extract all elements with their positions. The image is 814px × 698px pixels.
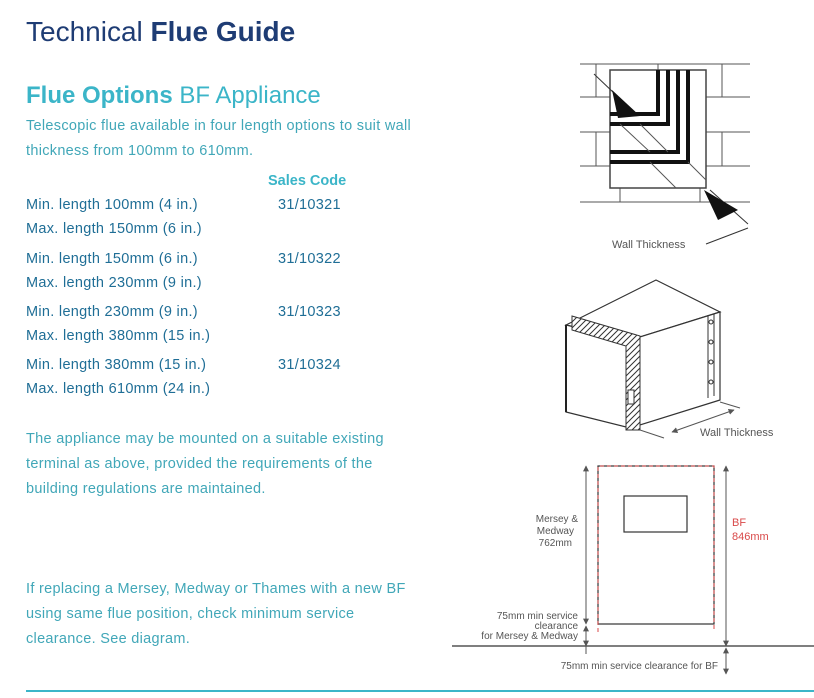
section-title-light: BF Appliance [179,82,321,109]
mersey-medway-height: 762mm [538,538,572,549]
flue-option-code: 31/10321 [278,197,341,213]
replacement-note: If replacing a Mersey, Medway or Thames with a new BF using same flue position, check minimum service clearance. See diagram. [26,581,406,647]
terminal-box-diagram [566,280,774,439]
flue-option-code: 31/10324 [278,357,341,373]
mersey-medway-label-line1: Mersey & [535,514,578,525]
flue-option-min: Min. length 380mm (15 in.) [26,357,207,373]
intro-paragraph: Telescopic flue available in four length options to suit wall thickness from 100mm to 610mm. [26,118,412,159]
flue-option-max: Max. length 230mm (9 in.) [26,275,202,291]
flue-option-max: Max. length 150mm (6 in.) [26,221,202,237]
mersey-medway-label-line2: Medway [536,526,574,537]
footer-rule [26,690,814,692]
flue-option-max: Max. length 380mm (15 in.) [26,328,211,344]
flue-option-code: 31/10323 [278,304,341,320]
flue-option-max: Max. length 610mm (24 in.) [26,381,211,397]
flue-option-min: Min. length 150mm (6 in.) [26,251,198,267]
sales-code-header: Sales Code [268,173,347,189]
flue-option-code: 31/10322 [278,251,341,267]
flue-option-min: Min. length 230mm (9 in.) [26,304,198,320]
min-clearance-line2: clearance [534,621,578,632]
wall-section-label: Wall Thickness [612,239,686,251]
bf-clearance-label: 75mm min service clearance for BF [560,661,718,672]
flue-option-min: Min. length 100mm (4 in.) [26,197,198,213]
clearance-diagram [452,466,814,674]
page-title-light: Technical [26,16,143,47]
page-title-bold: Flue Guide [150,16,296,47]
bf-height: 846mm [732,531,769,543]
min-clearance-line1: 75mm min service [496,611,578,622]
bf-label: BF [732,517,747,529]
min-clearance-line3: for Mersey & Medway [481,631,578,642]
existing-terminal-note: The appliance may be mounted on a suitable existing terminal as above, provided the requirements of the building regulations are maintained. [26,431,384,497]
terminal-box-label: Wall Thickness [700,427,774,439]
section-title-bold: Flue Options [26,82,173,109]
wall-section-diagram [580,64,750,251]
